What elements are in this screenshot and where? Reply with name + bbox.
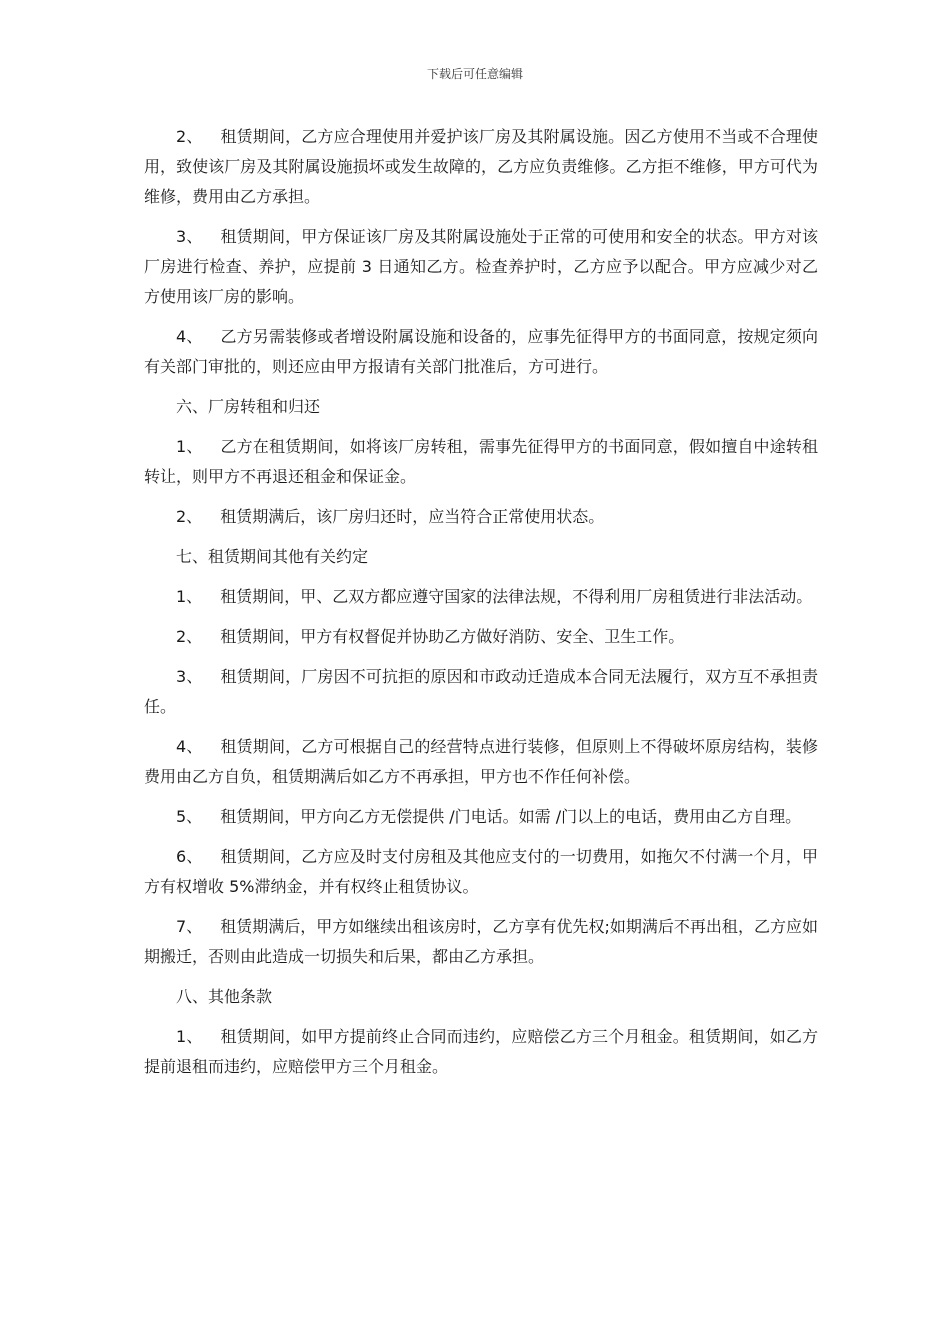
clause-number: 2、 <box>176 507 203 526</box>
clause-text: 租赁期满后，该厂房归还时，应当符合正常使用状态。 <box>220 507 605 526</box>
clause-6-1 <box>144 432 818 492</box>
clause-number: 1、 <box>176 1027 203 1046</box>
clause-number: 1、 <box>176 587 203 606</box>
clause-number: 4、 <box>176 327 203 346</box>
clause-5-3 <box>144 222 818 312</box>
clause-text: 租赁期间，乙方可根据自己的经营特点进行装修，但原则上不得破坏原房结构，装修费用由乙方自负，租赁期满后如乙方不再承担，甲方也不作任何补偿。 <box>144 737 818 786</box>
section-heading-6: 六、厂房转租和归还 <box>176 397 321 416</box>
section-heading-8: 八、其他条款 <box>176 987 273 1006</box>
clause-text: 租赁期间，乙方应合理使用并爱护该厂房及其附属设施。因乙方使用不当或不合理使用，致使该厂房及其附属设施损坏或发生故障的，乙方应负责维修。乙方拒不维修，甲方可代为维修，费用由乙方承担。 <box>144 127 818 206</box>
clause-text: 乙方在租赁期间，如将该厂房转租，需事先征得甲方的书面同意，假如擅自中途转租转让，则甲方不再退还租金和保证金。 <box>144 437 818 486</box>
clause-text: 租赁期间，甲方保证该厂房及其附属设施处于正常的可使用和安全的状态。甲方对该厂房进行检查、养护，应提前 3 日通知乙方。检查养护时，乙方应予以配合。甲方应减少对乙方使用该厂房的影响。 <box>144 227 818 306</box>
clause-number: 7、 <box>176 917 203 936</box>
document-body <box>144 122 818 1092</box>
clause-7-6 <box>144 842 818 902</box>
clause-text: 租赁期间，甲方有权督促并协助乙方做好消防、安全、卫生工作。 <box>220 627 685 646</box>
page-header: 下载后可任意编辑 <box>426 67 523 81</box>
clause-text: 租赁期间，乙方应及时支付房租及其他应支付的一切费用，如拖欠不付满一个月，甲方有权增收 5%滞纳金，并有权终止租赁协议。 <box>144 847 818 896</box>
clause-number: 5、 <box>176 807 203 826</box>
clause-5-2 <box>144 122 818 212</box>
clause-7-2 <box>144 622 818 652</box>
clause-5-4 <box>144 322 818 382</box>
clause-number: 3、 <box>176 227 203 246</box>
clause-text: 租赁期间，厂房因不可抗拒的原因和市政动迁造成本合同无法履行，双方互不承担责任。 <box>144 667 818 716</box>
clause-8-1 <box>144 1022 818 1082</box>
clause-number: 3、 <box>176 667 203 686</box>
clause-7-1 <box>144 582 818 612</box>
clause-number: 6、 <box>176 847 203 866</box>
clause-text: 租赁期间，甲、乙双方都应遵守国家的法律法规，不得利用厂房租赁进行非法活动。 <box>220 587 813 606</box>
clause-7-3 <box>144 662 818 722</box>
clause-7-4 <box>144 732 818 792</box>
clause-6-2 <box>144 502 818 532</box>
clause-number: 2、 <box>176 127 203 146</box>
clause-number: 1、 <box>176 437 203 456</box>
clause-text: 租赁期间，如甲方提前终止合同而违约，应赔偿乙方三个月租金。租赁期间，如乙方提前退租而违约，应赔偿甲方三个月租金。 <box>144 1027 818 1076</box>
section-heading-7: 七、租赁期间其他有关约定 <box>176 547 369 566</box>
clause-7-7 <box>144 912 818 972</box>
clause-text: 租赁期满后，甲方如继续出租该房时，乙方享有优先权;如期满后不再出租，乙方应如期搬迁，否则由此造成一切损失和后果，都由乙方承担。 <box>144 917 818 966</box>
clause-text: 乙方另需装修或者增设附属设施和设备的，应事先征得甲方的书面同意，按规定须向有关部门审批的，则还应由甲方报请有关部门批准后，方可进行。 <box>144 327 818 376</box>
clause-7-5 <box>144 802 818 832</box>
clause-number: 4、 <box>176 737 203 756</box>
clause-text: 租赁期间，甲方向乙方无偿提供 /门电话。如需 /门以上的电话，费用由乙方自理。 <box>220 807 802 826</box>
clause-number: 2、 <box>176 627 203 646</box>
